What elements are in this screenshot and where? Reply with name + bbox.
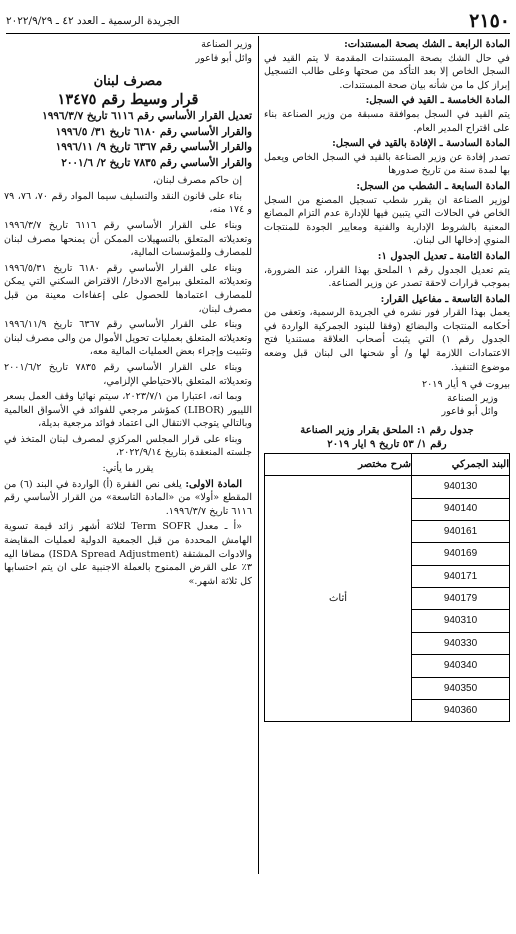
- libor-paragraph: وبما انه، اعتبارا من ٢٠٢٣/٧/١، سيتم نهائيا وقف العمل بسعر الليبور (LIBOR) كمؤشر مرجعي للفوائد في الأسواق العالمية وبالتالي يتوجب الانتقال الى اعتماد فوائد مرجعية بديلة،: [4, 391, 253, 430]
- customs-code-cell: 940130: [412, 476, 510, 498]
- customs-code-cell: 940340: [412, 655, 510, 677]
- bank-name: مصرف لبنان: [93, 74, 163, 89]
- quote-paragraph: «أ ـ معدل Term SOFR لثلاثة أشهر زائد قيمة تسوية الهامش المحددة من قبل الجمعية الدولية لعمليات المقايضة والادوات المشتقة (ISDA Spread Adjustment) مضافا اليه ٣٪ على القرض الممنوح بالعملة الاجنبية على ان يتم احتسابها كل ثلاثة اشهر.»: [4, 521, 252, 587]
- page-number: ٢١٥٠: [469, 10, 510, 32]
- article5-title: المادة الخامسة ـ القيد في السجل:: [365, 95, 510, 107]
- customs-code-cell: 940161: [412, 520, 510, 542]
- prev-signer-name: وائل أبو فاعور: [195, 52, 252, 64]
- article8-title: المادة الثامنة ـ تعديل الجدول ١:: [377, 250, 510, 262]
- decision-title: قرار وسيط رقم ١٣٤٧٥: [57, 90, 199, 108]
- column-divider: [258, 36, 259, 874]
- table-row: [265, 476, 510, 498]
- table-title-line-1: جدول رقم ١: الملحق بقرار وزير الصناعة: [300, 423, 474, 436]
- amend-line: والقرار الأساسي رقم ٧٨٣٥ تاريخ ٢/ ٢٠٠١/٦: [61, 156, 252, 169]
- article4-title: المادة الرابعة ـ الشك بصحة المستندات:: [344, 39, 510, 50]
- governor-line: إن حاكم مصرف لبنان،: [152, 175, 242, 187]
- article5-text: يتم القيد في السجل بموافقة مسبقة من وزير الصناعة بناء على اقتراح المدير العام.: [264, 108, 510, 134]
- left-column: [4, 38, 252, 590]
- header-rule: [6, 33, 510, 34]
- description-cell: أثاث: [265, 476, 412, 722]
- gazette-issue-info: الجريدة الرسمية ـ العدد ٤٢ ـ ٢٠٢٢/٩/٢٩: [6, 15, 180, 27]
- amend-line: والقرار الأساسي رقم ٦١٨٠ تاريخ ٣١/ ١٩٩٦/٥: [55, 125, 252, 138]
- customs-codes-table: [264, 453, 510, 723]
- table-header-row: [265, 453, 510, 475]
- right-column: [264, 38, 510, 722]
- customs-code-cell: 940310: [412, 610, 510, 632]
- header-short-description: شرح مختصر: [265, 453, 412, 475]
- article6-title: المادة السادسة ـ الإفادة بالقيد في السجل:: [332, 138, 510, 150]
- decision-6116-paragraph: وبناء على القرار الأساسي رقم ٦١١٦ تاريخ ١٩٩٦/٣/٧ وتعديلاته المتعلق بالتسهيلات الممكن أن يمنحها مصرف لبنان للمصارف وللمؤسسات المالية،: [4, 219, 252, 259]
- customs-code-cell: 940360: [412, 700, 510, 722]
- article1-title: المادة الاولى:: [185, 478, 242, 490]
- amend-line: تعديل القرار الأساسي رقم ٦١١٦ تاريخ ١٩٩٦/٣/٧: [42, 110, 252, 123]
- article1-text: يلغى نص الفقرة (أ) الواردة في البند (٦) من المقطع «أولا» من «المادة التاسعة» من القرار الأساسي رقم ٦١١٦ تاريخ ١٩٩٦/٣/٧.: [4, 478, 252, 517]
- article9-title: المادة التاسعة ـ مفاعيل القرار:: [380, 293, 510, 305]
- customs-code-cell: 940350: [412, 677, 510, 699]
- decision-7835-paragraph: وبناء على القرار الأساسي رقم ٧٨٣٥ تاريخ ٢٠٠١/٦/٢ وتعديلاته المتعلق بالاحتياطي الإلزامي،: [4, 361, 252, 387]
- table-title-line-2: رقم ١/ ٥٣ تاريخ ٩ ايار ٢٠١٩: [327, 437, 447, 450]
- article9-text: يعمل بهذا القرار فور نشره في الجريدة الرسمية، وتعفى من أحكامه المنتجات والبضائع (وفقا للبنود الجمركية الواردة في الجدول رقم ١) التي يثبت أصحاب العلاقة مستنديا فتح الاعتمادات اللازمة لها و/ أو شحنها الى لبنان قبل وضعه موضوع التنفيذ.: [264, 307, 511, 373]
- customs-code-cell: 940330: [412, 632, 510, 654]
- decision-6180-paragraph: وبناء على القرار الأساسي رقم ٦١٨٠ تاريخ ١٩٩٦/٥/٣١ وتعديلاته المتعلق ببرامج الادخار/ الاقتراض السكني التي يمكن للمصارف اعتمادها للحصول على إعفاءات معينة من قبل مصرف لبنان،: [4, 262, 252, 315]
- customs-code-cell: 940169: [412, 543, 510, 565]
- customs-code-cell: 940171: [412, 565, 510, 587]
- decides-line: يقرر ما يأتي:: [102, 463, 154, 475]
- article7-text: لوزير الصناعة ان يقرر شطب تسجيل المصنع من السجل الخاص في الحالات التي يتبين فيها للإدارة عدم التزام المصانع المعنية بالشروط الإدارية والفنية ومعايير الجودة للمنتجات المنوي إدخالها الى لبنان.: [264, 194, 510, 247]
- header-customs-code: البند الجمركي: [412, 453, 510, 475]
- council-paragraph: وبناء على قرار المجلس المركزي لمصرف لبنان المتخذ في جلسته المنعقدة بتاريخ ٢٠٢٢/٩/١٤،: [4, 433, 252, 459]
- customs-code-cell: 940179: [412, 588, 510, 610]
- signer-title: وزير الصناعة: [447, 392, 498, 404]
- table-body: [265, 476, 510, 722]
- signer-name: وائل أبو فاعور: [441, 406, 498, 418]
- amend-line: والقرار الأساسي رقم ٦٣٦٧ تاريخ ٩/ ١٩٩٦/١١: [55, 141, 252, 154]
- article4-text: في حال الشك بصحة المستندات المقدمة لا يتم القيد في السجل الخاص إلا بعد التأكد من صحتها وعلى طالب التسجيل إبراز كل ما من شأنه بيان صحة المستندات.: [264, 52, 510, 91]
- customs-code-cell: 940140: [412, 498, 510, 520]
- date-line: بيروت في ٩ أيار ٢٠١٩: [422, 379, 510, 391]
- article1-paragraph: [4, 478, 252, 519]
- article7-title: المادة السابعة ـ الشطب من السجل:: [356, 180, 510, 192]
- decision-6367-paragraph: وبناء على القرار الأساسي رقم ٦٣٦٧ تاريخ ١٩٩٦/١١/٩ وتعديلاته المتعلق بعمليات تحويل الأموال من والى مصرف لبنان وتثبيت وإجراء بعض العمليات المالية معه،: [4, 319, 252, 358]
- article6-text: تصدر إفادة عن وزير الصناعة بالقيد في السجل الخاص ويعمل بها لمدة سنة من تاريخ صدورها: [264, 151, 510, 177]
- page-header: [6, 10, 510, 32]
- prev-signer-title: وزير الصناعة: [201, 39, 252, 50]
- law-paragraph: بناء على قانون النقد والتسليف سيما المواد رقم ٧٠، ٧٦، ٧٩ و ١٧٤ منه،: [4, 190, 252, 216]
- article8-text: يتم تعديل الجدول رقم ١ الملحق بهذا القرار، عند الضرورة، بموجب قرارات لاحقة تصدر عن وزير الصناعة.: [264, 264, 510, 290]
